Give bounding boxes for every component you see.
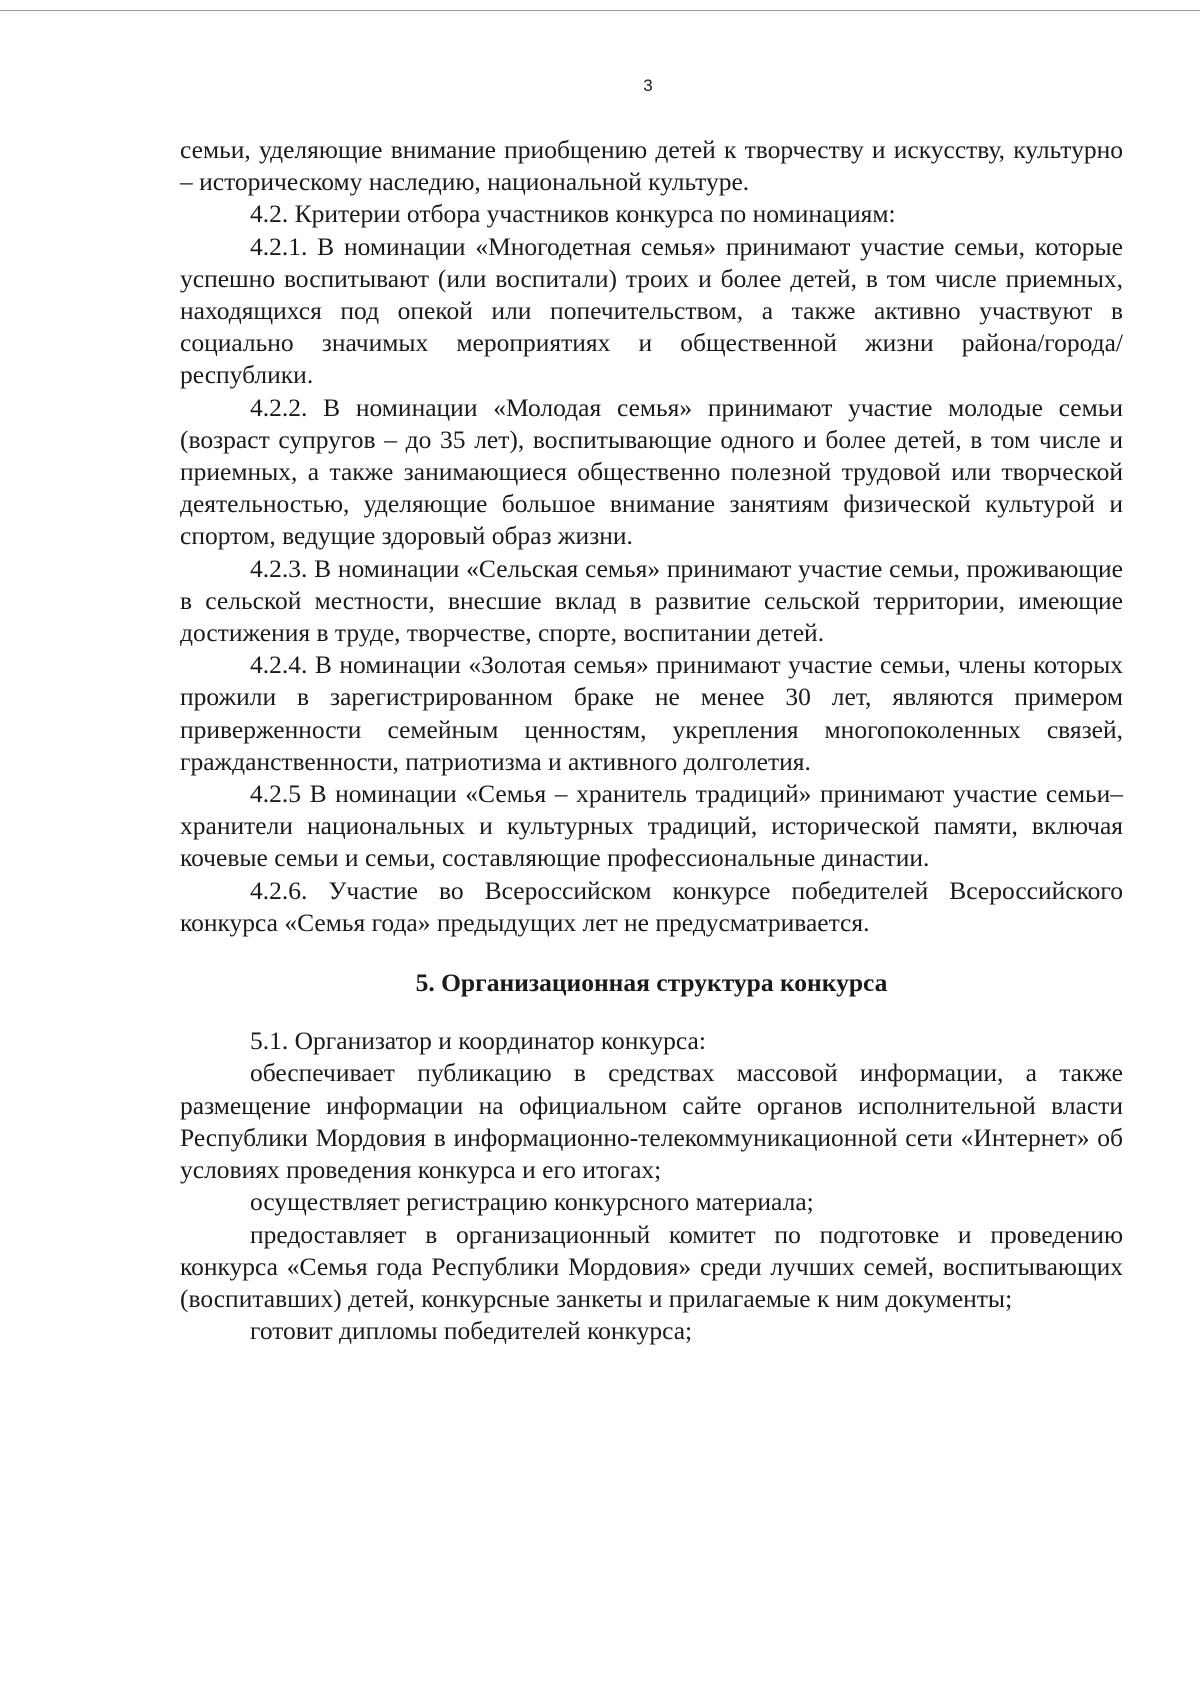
- scan-top-rule: [0, 10, 1200, 11]
- document-body: [180, 134, 1123, 1347]
- paragraph-4-2-4: 4.2.4. В номинации «Золотая семья» принимают участие семьи, члены которых прожили в зарегистрированном браке не менее 30 лет, являются примером приверженности семейным ценностям, укрепления многопоколенных связей, гражданственности, патриотизма и активного долголетия.: [180, 650, 1123, 776]
- paragraph-4-2-3: 4.2.3. В номинации «Сельская семья» принимают участие семьи, проживающие в сельской местности, внесшие вклад в развитие сельской территории, имеющие достижения в труде, творчестве, спорте, воспитании детей.: [180, 553, 1123, 648]
- paragraph-4-2-2: 4.2.2. В номинации «Молодая семья» принимают участие молодые семьи (возраст супругов – до 35 лет), воспитывающие одного и более детей, в том числе и приемных, а также занимающиеся общественно полезной трудовой или творческой деятельностью, уделяющие большое внимание занятиям физической культурой и спортом, ведущие здоровый образ жизни.: [180, 392, 1123, 551]
- paragraph-5-1: 5.1. Организатор и координатор конкурса:: [250, 1026, 706, 1056]
- paragraph-5-1-publication: обеспечивает публикацию в средствах массовой информации, а также размещение информации на официальном сайте органов исполнительной власти Республики Мордовия в информационно-телекоммуникационной сети «Интернет» об условиях проведения конкурса и его итогах;: [180, 1058, 1123, 1185]
- paragraph-4-2-5: 4.2.5 В номинации «Семья – хранитель традиций» принимают участие семьи– хранители национальных и культурных традиций, исторической памяти, включая кочевые семьи и семьи, составляющие профессиональные династии.: [180, 779, 1123, 873]
- paragraph-5-1-registration: осуществляет регистрацию конкурсного материала;: [250, 1187, 814, 1217]
- paragraph-5-1-diplomas: готовит дипломы победителей конкурса;: [250, 1316, 693, 1346]
- page-number: 3: [643, 76, 653, 95]
- paragraph-continuation: семьи, уделяющие внимание приобщению детей к творчеству и искусству, культурно – историческому наследию, национальной культуре.: [180, 135, 1123, 197]
- paragraph-4-2-1: 4.2.1. В номинации «Многодетная семья» принимают участие семьи, которые успешно воспитывают (или воспитали) троих и более детей, в том числе приемных, находящихся под опекой или попечительством, а также активно участвуют в социально значимых мероприятиях и общественной жизни района/города/республики.: [180, 231, 1123, 390]
- paragraph-4-2: 4.2. Критерии отбора участников конкурса по номинациям:: [250, 199, 896, 229]
- section-heading: 5. Организационная структура конкурса: [415, 968, 888, 998]
- paragraph-4-2-6: 4.2.6. Участие во Всероссийском конкурсе победителей Всероссийского конкурса «Семья года» предыдущих лет не предусматривается.: [180, 875, 1123, 937]
- paragraph-5-1-provides: предоставляет в организационный комитет по подготовке и проведению конкурса «Семья года Республики Мордовия» среди лучших семей, воспитывающих (воспитавших) детей, конкурсные занкеты и прилагаемые к ним документы;: [180, 1219, 1123, 1313]
